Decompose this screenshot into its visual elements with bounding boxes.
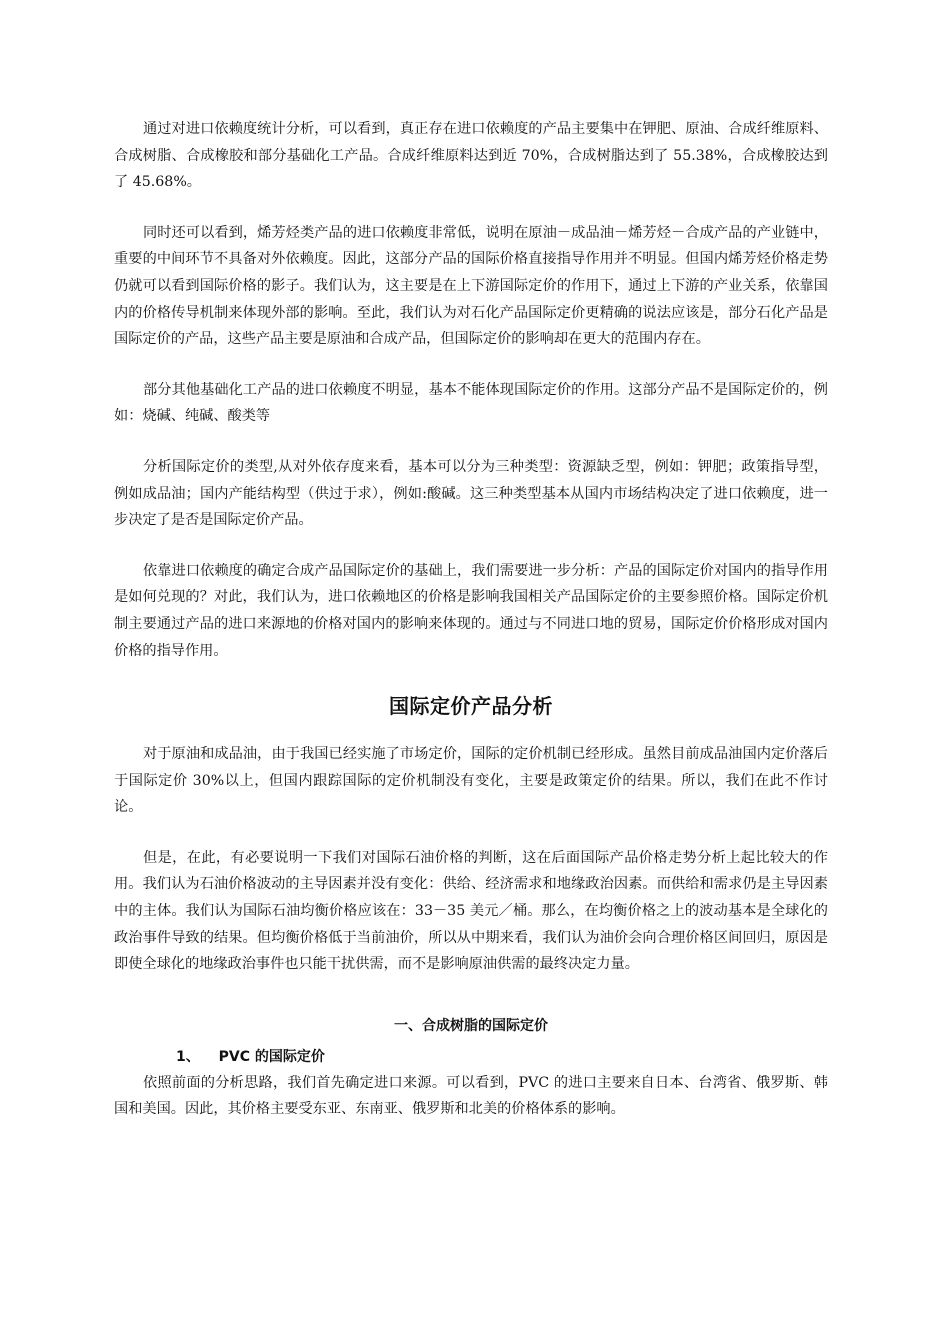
paragraph-spacer: [114, 196, 828, 220]
paragraph-crude-oil-pricing: 对于原油和成品油，由于我国已经实施了市场定价，国际的定价机制已经形成。虽然目前成品油国内定价落后于国际定价 30%以上，但国内跟踪国际的定价机制没有变化，主要是政策定价的结果。所以，我们在此不作讨论。: [114, 746, 828, 816]
subsubsection-heading: [114, 1044, 828, 1070]
document-page: [114, 116, 828, 1123]
subsubsection-number: 1、: [176, 1048, 200, 1065]
paragraph-spacer: [114, 821, 828, 845]
paragraph-basic-chemicals: 部分其他基础化工产品的进口依赖度不明显，基本不能体现国际定价的作用。这部分产品不是国际定价的，例如：烧碱、纯碱、酸类等: [114, 381, 828, 425]
paragraph-pricing-types: 分析国际定价的类型,从对外依存度来看，基本可以分为三种类型：资源缺乏型，例如：钾肥；政策指导型，例如成品油；国内产能结构型（供过于求），例如:酸碱。这三种类型基本从国内市场结构决定了进口依赖度，进一步决定了是否是国际定价产品。: [114, 458, 828, 529]
paragraph-guidance-mechanism: 依靠进口依赖度的确定合成产品国际定价的基础上，我们需要进一步分析：产品的国际定价对国内的指导作用是如何兑现的？对此，我们认为，进口依赖地区的价格是影响我国相关产品国际定价的主要参照价格。国际定价机制主要通过产品的进口来源地的价格对国内的影响来体现的。通过与不同进口地的贸易，国际定价价格形成对国内价格的指导作用。: [114, 562, 828, 659]
paragraph-pvc-import-sources: 依照前面的分析思路，我们首先确定进口来源。可以看到，PVC 的进口主要来自日本、台湾省、俄罗斯、韩国和美国。因此，其价格主要受东亚、东南亚、俄罗斯和北美的价格体系的影响。: [114, 1074, 828, 1118]
paragraph-olefin-aromatics: 同时还可以看到，烯芳烃类产品的进口依赖度非常低，说明在原油－成品油－烯芳烃－合成产品的产业链中，重要的中间环节不具备对外依赖度。因此，这部分产品的国际价格直接指导作用并不明显。但国内烯芳烃价格走势仍就可以看到国际价格的影子。我们认为，这主要是在上下游国际定价的作用下，通过上下游的产业关系，依靠国内的价格传导机制来体现外部的影响。至此，我们认为对石化产品国际定价更精确的说法应该是，部分石化产品是国际定价的产品，这些产品主要是原油和合成产品，但国际定价的影响却在更大的范围内存在。: [114, 224, 828, 348]
paragraph-spacer: [114, 430, 828, 454]
paragraph-spacer: [114, 353, 828, 377]
paragraph-spacer: [114, 534, 828, 558]
paragraph-import-dependency: 通过对进口依赖度统计分析，可以看到，真正存在进口依赖度的产品主要集中在钾肥、原油、合成纤维原料、合成树脂、合成橡胶和部分基础化工产品。合成纤维原料达到近 70%，合成树脂达到了 55.38%，合成橡胶达到了 45.68%。: [114, 121, 828, 191]
subsubsection-title: PVC 的国际定价: [218, 1048, 325, 1065]
subsection-title: 一、合成树脂的国际定价: [394, 1017, 548, 1034]
paragraph-oil-price-judgment: 但是，在此，有必要说明一下我们对国际石油价格的判断，这在后面国际产品价格走势分析上起比较大的作用。我们认为石油价格波动的主导因素并没有变化：供给、经济需求和地缘政治因素。而供给和需求仍是主导因素中的主体。我们认为国际石油均衡价格应该在：33－35 美元／桶。那么，在均衡价格之上的波动基本是全球化的政治事件导致的结果。但均衡价格低于当前油价，所以从中期来看，我们认为油价会向合理价格区间回归，原因是即使全球化的地缘政治事件也只能干扰供需，而不是影响原油供需的最终决定力量。: [114, 849, 828, 973]
section-title: 国际定价产品分析: [389, 694, 553, 719]
